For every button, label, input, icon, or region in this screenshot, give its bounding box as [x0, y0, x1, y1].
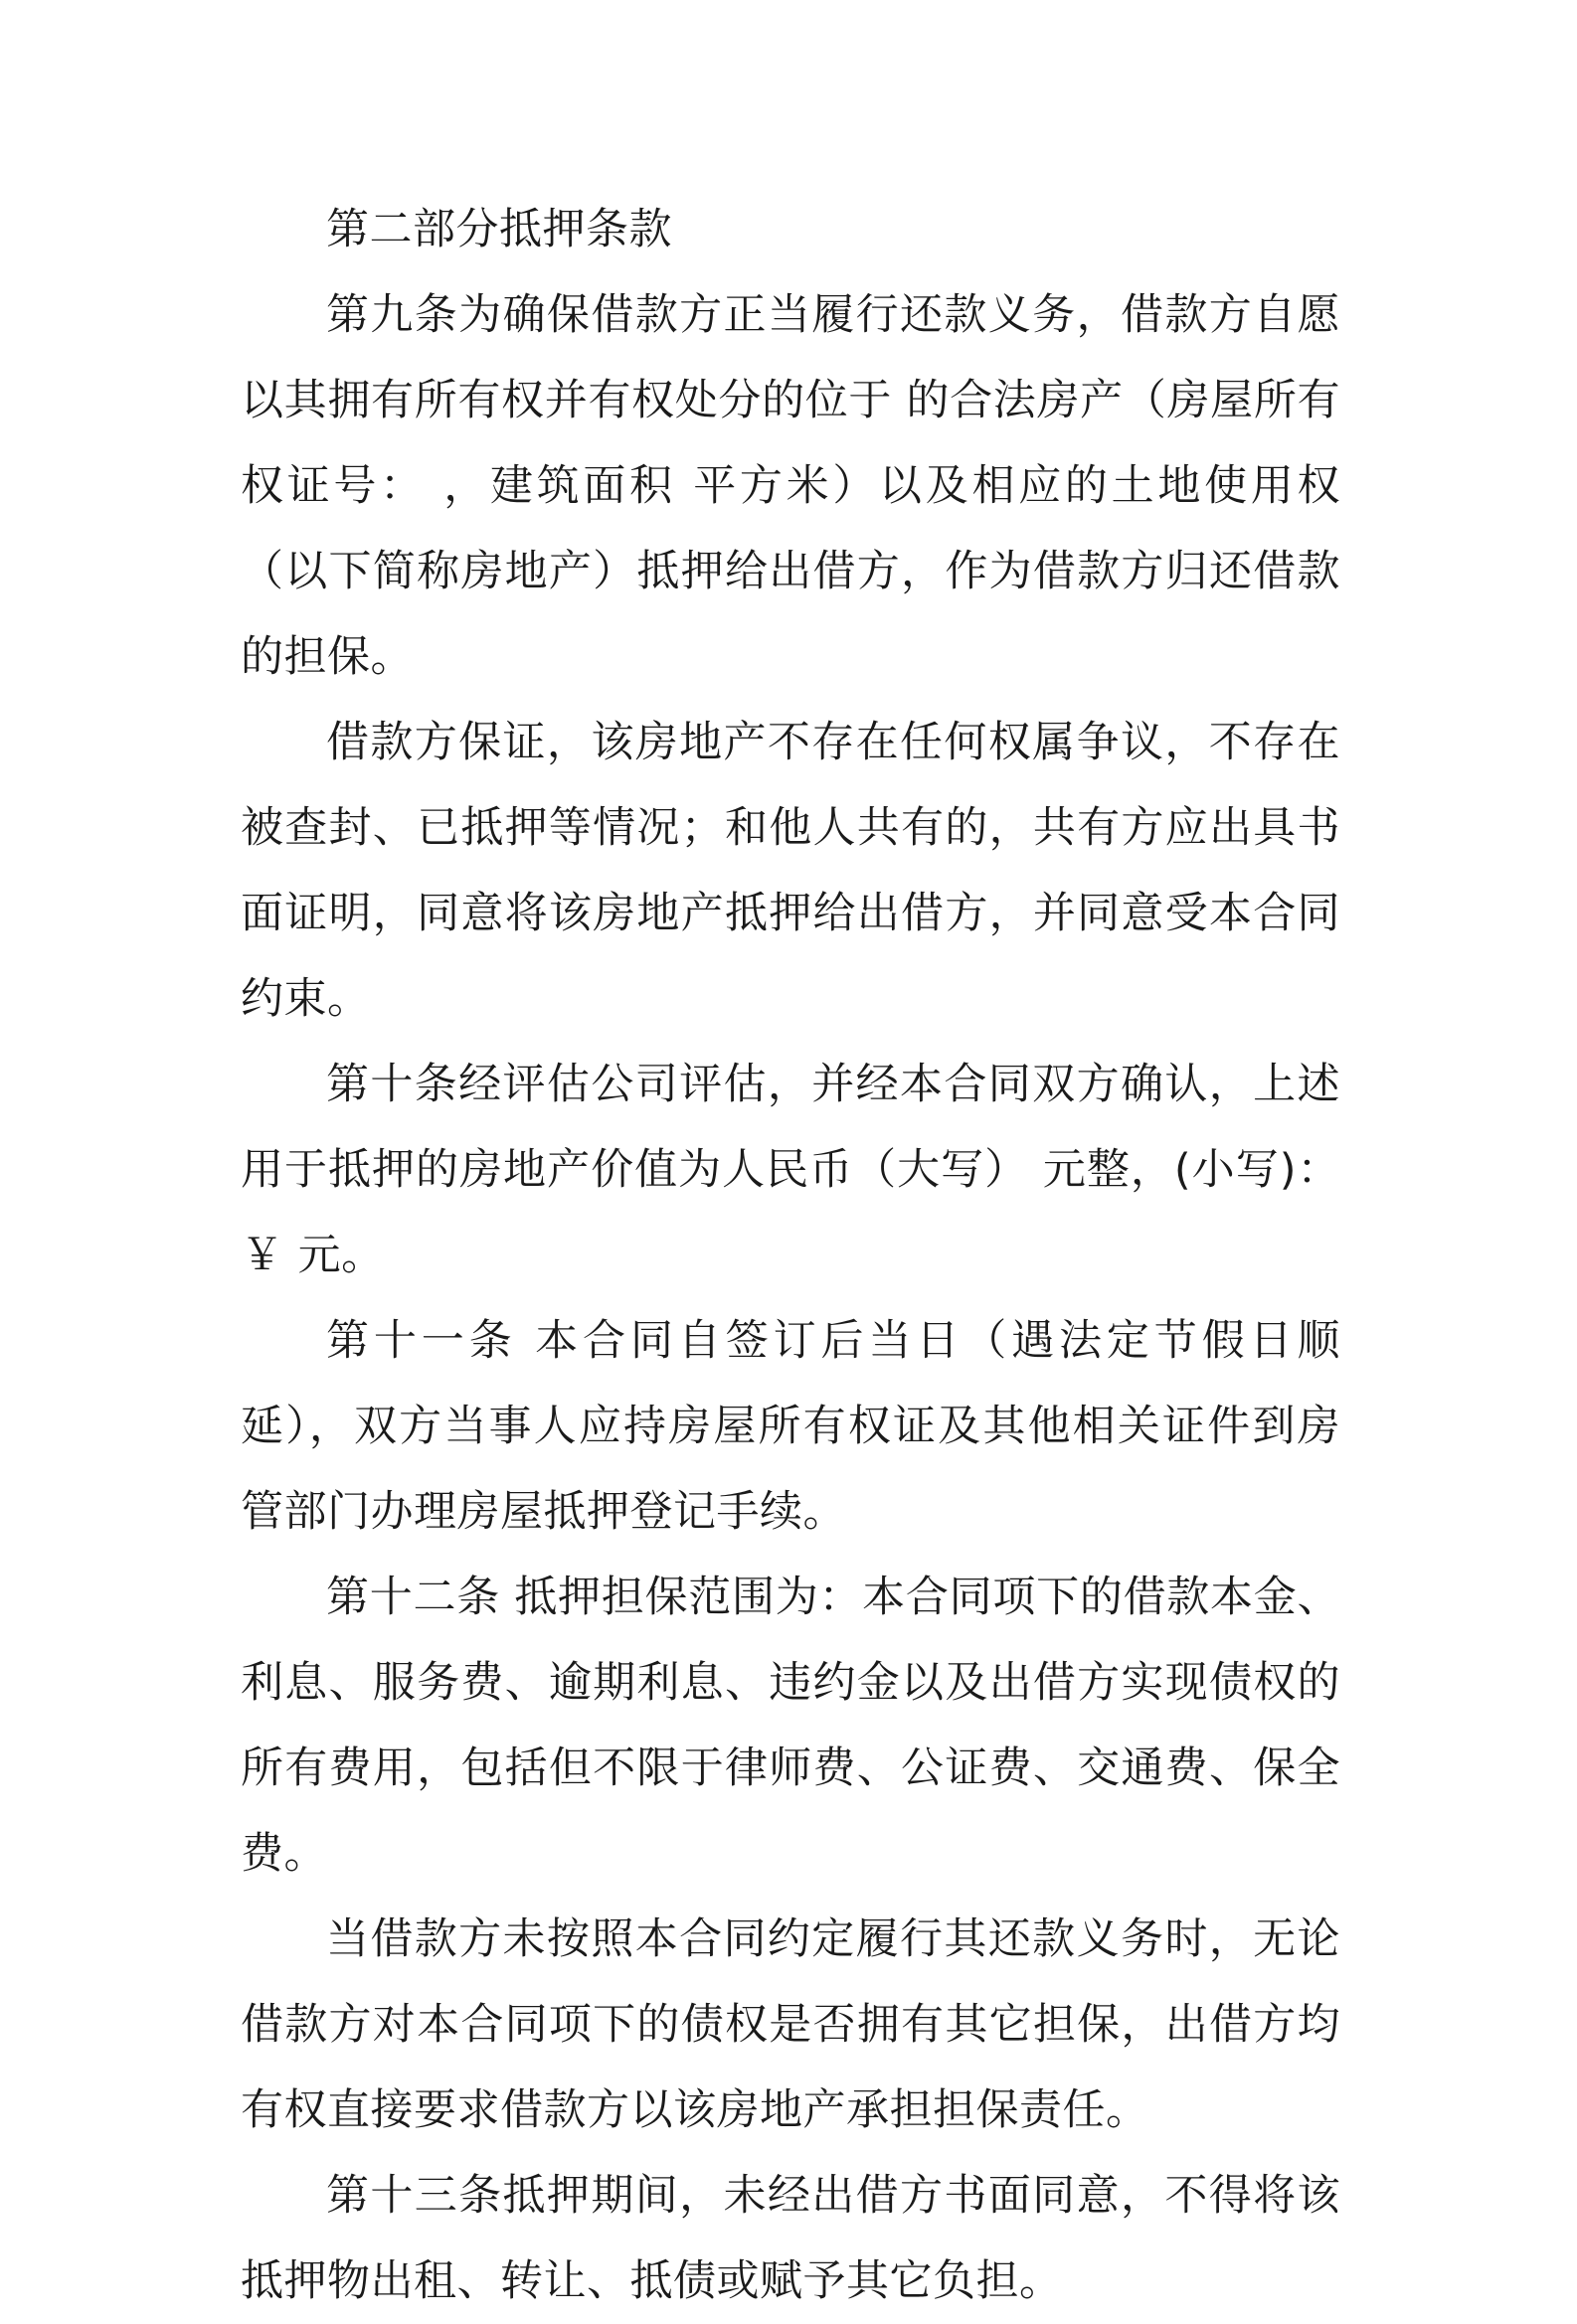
- section-title: 第二部分抵押条款: [326, 205, 672, 254]
- document-body: [241, 187, 1340, 2324]
- paragraph-article-10: 第十条经评估公司评估，并经本合同双方确认，上述用于抵押的房地产价值为人民币（大写） 元整，(小写)：￥ 元。: [241, 1060, 1340, 1280]
- paragraph-article-11: 第十一条 本合同自签订后当日（遇法定节假日顺延），双方当事人应持房屋所有权证及其他相关证件到房管部门办理房屋抵押登记手续。: [241, 1316, 1340, 1537]
- paragraph-article-9: 第九条为确保借款方正当履行还款义务，借款方自愿以其拥有所有权并有权处分的位于 的合法房产（房屋所有权证号： ，建筑面积 平方米）以及相应的土地使用权（以下简称房地产）抵押给出借方，作为借款方归还借款的担保。: [241, 290, 1340, 682]
- paragraph-article-13: 第十三条抵押期间，未经出借方书面同意，不得将该抵押物出租、转让、抵债或赋予其它负担。: [241, 2171, 1340, 2306]
- paragraph-default-liability: 当借款方未按照本合同约定履行其还款义务时，无论借款方对本合同项下的债权是否拥有其它担保，出借方均有权直接要求借款方以该房地产承担担保责任。: [241, 1914, 1340, 2135]
- paragraph-guarantee: 借款方保证，该房地产不存在任何权属争议，不存在被查封、已抵押等情况；和他人共有的，共有方应出具书面证明，同意将该房地产抵押给出借方，并同意受本合同约束。: [241, 718, 1340, 1024]
- paragraph-article-12: 第十二条 抵押担保范围为：本合同项下的借款本金、利息、服务费、逾期利息、违约金以及出借方实现债权的所有费用，包括但不限于律师费、公证费、交通费、保全费。: [241, 1573, 1340, 1879]
